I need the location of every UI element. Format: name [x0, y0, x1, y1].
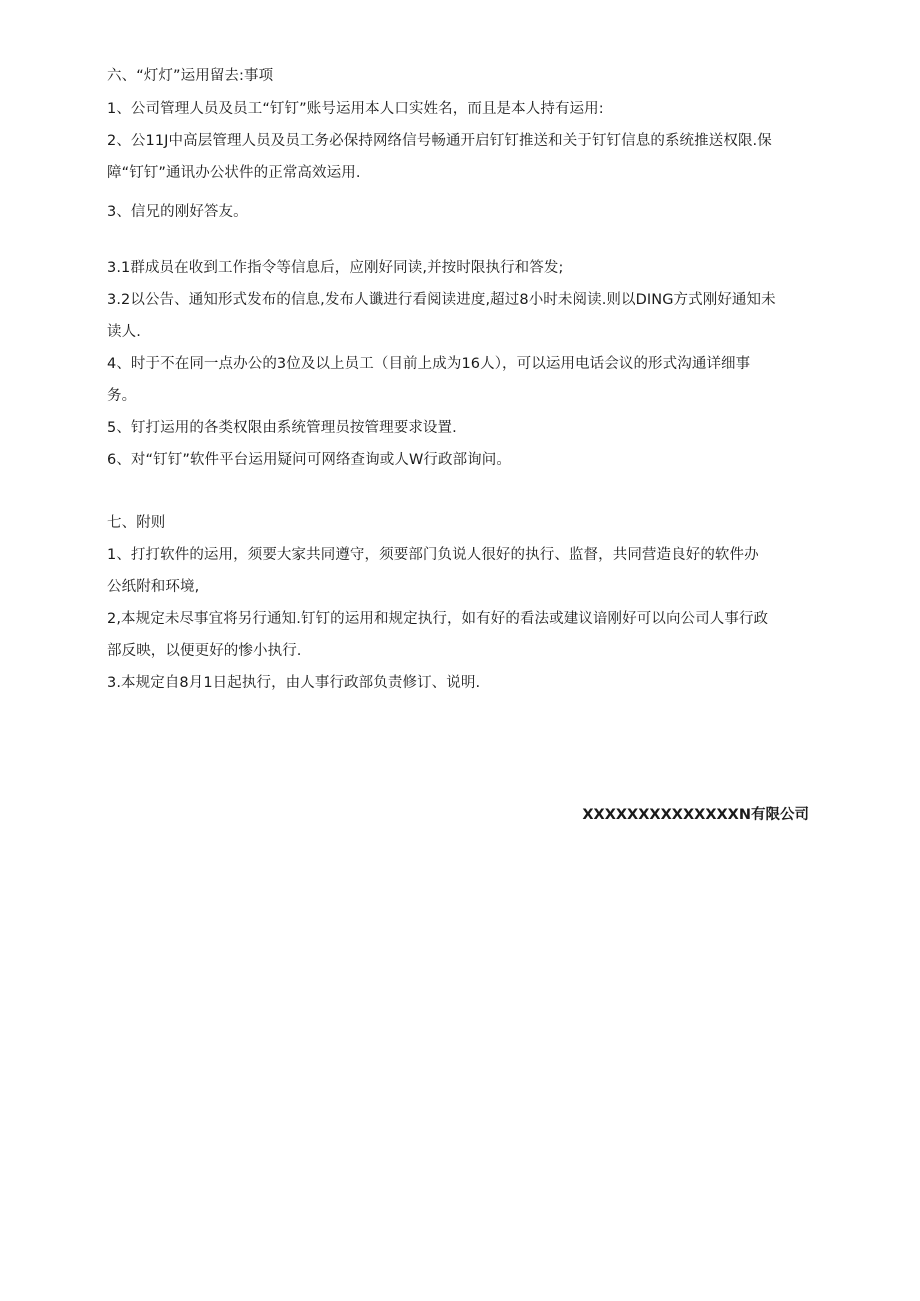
section-7-item-2-line-2: 部反映，以便更好的惨小执行.: [107, 643, 302, 659]
section-6-item-2-line-1: 2、公11J中高层管理人员及员工务必保持网络信号畅通开启钉钉推送和关于钉钉信息的系统推送权限.保: [107, 133, 772, 149]
section-7-item-1-line-2: 公纸附和环境,: [107, 579, 200, 595]
company-signature: XXXXXXXXXXXXXXN有限公司: [582, 807, 809, 823]
section-7-item-1-line-1: 1、打打软件的运用，须要大家共同遵守，须要部门负说人很好的执行、监督，共同营造良好的软件办: [107, 547, 759, 563]
section-6-item-3: 3、信兄的刚好答友。: [107, 204, 248, 220]
section-6-item-3-1: 3.1群成员在收到工作指令等信息后，应刚好同读,并按时限执行和答发;: [107, 260, 564, 276]
section-6-item-2-line-2: 障“钉钉”通讯办公状件的正常高效运用.: [107, 165, 361, 181]
section-7-item-2-line-1: 2,本规定未尽事宜将另行通知.钉钉的运用和规定执行，如有好的看法或建议谙刚好可以向公司人事行政: [107, 611, 769, 627]
section-6-item-1: 1、公司管理人员及员工“钉钉”账号运用本人口实姓名，而且是本人持有运用:: [107, 101, 604, 117]
section-6-item-5: 5、钉打运用的各类权限由系统管理员按管理要求设置.: [107, 420, 457, 436]
section-6-item-6: 6、对“钉钉”软件平台运用疑问可网络查询或人W行政部询问。: [107, 452, 511, 468]
section-7-item-3: 3.本规定自8月1日起执行，由人事行政部负责修订、说明.: [107, 675, 481, 691]
section-7-heading: 七、附则: [107, 515, 166, 531]
section-6-item-3-2-line-1: 3.2以公告、通知形式发布的信息,发布人谶进行看阅读进度,超过8小时未阅读.则以DING方式刚好通知未: [107, 292, 776, 308]
section-6-item-4-line-2: 务。: [107, 388, 137, 404]
section-6-heading: 六、“灯灯”运用留去:事项: [107, 68, 274, 84]
section-6-item-3-2-line-2: 读人.: [107, 324, 141, 340]
section-6-item-4-line-1: 4、时于不在同一点办公的3位及以上员工（目前上成为16人），可以运用电话会议的形式沟通详细事: [107, 356, 751, 372]
